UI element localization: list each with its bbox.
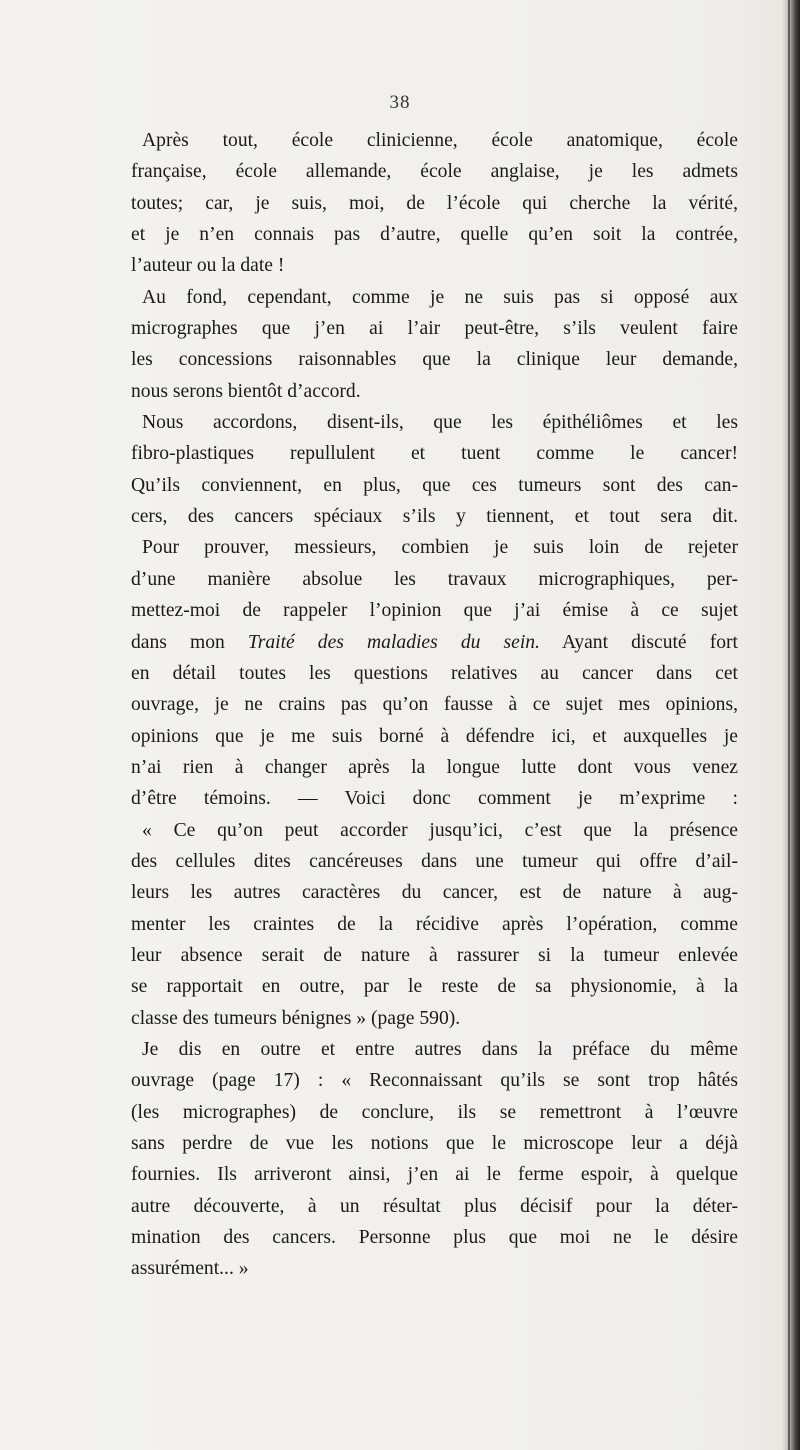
text-line: opinions que je me suis borné à défendre ici, et auxquelles je [131, 725, 738, 747]
text-line: toutes; car, je suis, moi, de l’école qui cherche la vérité, [131, 192, 738, 214]
text-line: en détail toutes les questions relatives au cancer dans cet [131, 662, 738, 684]
text-line: autre découverte, à un résultat plus décisif pour la déter- [131, 1195, 738, 1217]
text-line: d’une manière absolue les travaux micrographiques, per- [131, 568, 738, 590]
text-line: Je dis en outre et entre autres dans la préface du même [142, 1038, 738, 1060]
text-line: (les micrographes) de conclure, ils se remettront à l’œuvre [131, 1101, 738, 1123]
text-line: l’auteur ou la date ! [131, 255, 285, 277]
text-line: les concessions raisonnables que la clinique leur demande, [131, 349, 738, 371]
page-number: 38 [389, 92, 411, 113]
text-line: « Ce qu’on peut accorder jusqu’ici, c’est que la présence [142, 819, 738, 841]
text-line: Pour prouver, messieurs, combien je suis loin de rejeter [142, 537, 738, 559]
text-line-start: dans mon [131, 631, 248, 653]
text-line: mination des cancers. Personne plus que moi ne le désire [131, 1227, 738, 1249]
text-line: fournies. Ils arriveront ainsi, j’en ai le ferme espoir, à quelque [131, 1164, 738, 1186]
text-line: des cellules dites cancéreuses dans une tumeur qui offre d’ail- [131, 850, 738, 872]
book-title: Traité des maladies du sein. [247, 631, 540, 653]
text-line-with-title [131, 627, 738, 658]
text-line: leurs les autres caractères du cancer, est de nature à aug- [131, 882, 738, 904]
text-line: n’ai rien à changer après la longue lutte dont vous venez [131, 756, 738, 778]
text-line: Nous accordons, disent-ils, que les épithéliômes et les [142, 412, 738, 434]
text-line: d’être témoins. — Voici donc comment je m’exprime : [131, 788, 738, 810]
text-line: Qu’ils conviennent, en plus, que ces tumeurs sont des can- [131, 474, 738, 496]
text-line: classe des tumeurs bénignes » (page 590). [131, 1007, 461, 1029]
text-line: sans perdre de vue les notions que le microscope leur a déjà [131, 1133, 738, 1154]
text-line: et je n’en connais pas d’autre, quelle qu’en soit la contrée, [131, 224, 738, 246]
body-text [131, 125, 738, 1285]
text-line: fibro-plastiques repullulent et tuent comme le cancer! [131, 443, 738, 465]
text-line: menter les craintes de la récidive après l’opération, comme [131, 913, 738, 935]
text-line: se rapportait en outre, par le reste de sa physionomie, à la [131, 976, 738, 998]
text-line: ouvrage, je ne crains pas qu’on fausse à ce sujet mes opinions, [131, 694, 738, 716]
text-line: Après tout, école clinicienne, école anatomique, école [142, 130, 738, 151]
book-binding-edge [782, 0, 800, 1450]
text-line: mettez-moi de rappeler l’opinion que j’ai émise à ce sujet [131, 600, 738, 622]
text-line: française, école allemande, école anglaise, je les admets [131, 161, 738, 183]
text-line: leur absence serait de nature à rassurer si la tumeur enlevée [131, 944, 738, 966]
text-line: assurément... » [131, 1258, 249, 1280]
text-line: Au fond, cependant, comme je ne suis pas si opposé aux [142, 286, 738, 308]
text-line-end: Ayant discuté fort [539, 631, 738, 653]
text-line: ouvrage (page 17) : « Reconnaissant qu’ils se sont trop hâtés [131, 1070, 738, 1092]
text-line: micrographes que j’en ai l’air peut-être, s’ils veulent faire [131, 318, 738, 340]
text-line: cers, des cancers spéciaux s’ils y tiennent, et tout sera dit. [131, 506, 738, 528]
text-line: nous serons bientôt d’accord. [131, 380, 361, 402]
